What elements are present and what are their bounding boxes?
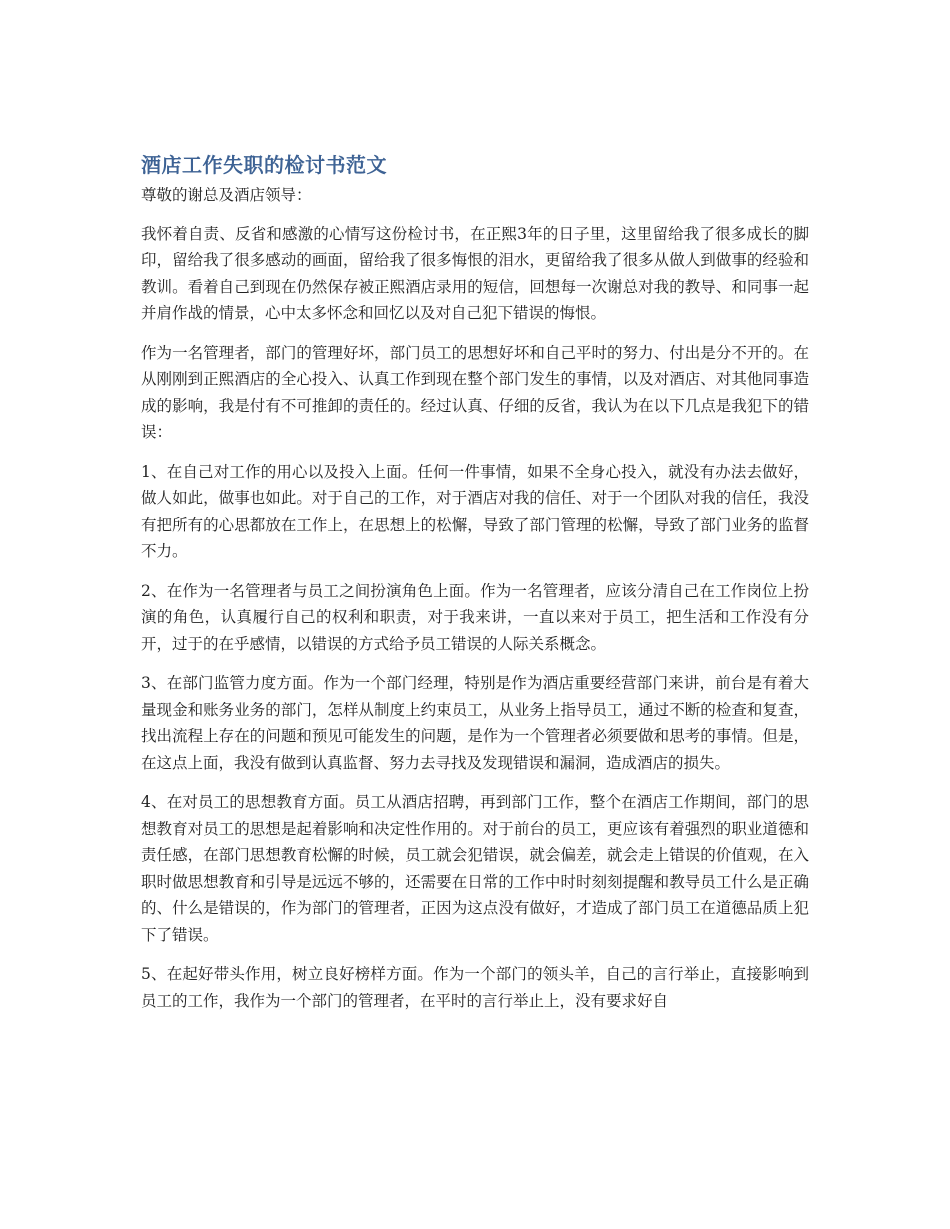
paragraph-point-3: 3、在部门监管力度方面。作为一个部门经理，特别是作为酒店重要经营部门来讲，前台是有着大量现金和账务业务的部门，怎样从制度上约束员工，从业务上指导员工，通过不断的检查和复查，找出流程上存在的问题和预见可能发生的问题，是作为一个管理者必须要做和思考的事情。但是，在这点上面，我没有做到认真监督、努力去寻找及发现错误和漏洞，造成酒店的损失。 (141, 674, 809, 772)
document-page (141, 148, 809, 1027)
paragraph-point-5: 5、在起好带头作用，树立良好榜样方面。作为一个部门的领头羊，自己的言行举止，直接影响到员工的工作，我作为一个部门的管理者，在平时的言行举止上，没有要求好自 (141, 965, 809, 1010)
paragraph-point-4: 4、在对员工的思想教育方面。员工从酒店招聘，再到部门工作，整个在酒店工作期间，部门的思想教育对员工的思想是起着影响和决定性作用的。对于前台的员工，更应该有着强烈的职业道德和责任感，在部门思想教育松懈的时候，员工就会犯错误，就会偏差，就会走上错误的价值观，在入职时做思想教育和引导是远远不够的，还需要在日常的工作中时时刻刻提醒和教导员工什么是正确的、什么是错误的，作为部门的管理者，正因为这点没有做好，才造成了部门员工在道德品质上犯下了错误。 (141, 793, 809, 944)
paragraph-point-2: 2、在作为一名管理者与员工之间扮演角色上面。作为一名管理者，应该分清自己在工作岗位上扮演的角色，认真履行自己的权利和职责，对于我来讲，一直以来对于员工，把生活和工作没有分开，过于的在乎感情，以错误的方式给予员工错误的人际关系概念。 (141, 581, 809, 653)
paragraph-responsibility: 作为一名管理者，部门的管理好坏，部门员工的思想好坏和自己平时的努力、付出是分不开的。在从刚刚到正熙酒店的全心投入、认真工作到现在整个部门发生的事情，以及对酒店、对其他同事造成的影响，我是付有不可推卸的责任的。经过认真、仔细的反省，我认为在以下几点是我犯下的错误： (141, 343, 809, 441)
salutation: 尊敬的谢总及酒店领导： (141, 186, 312, 204)
paragraph-point-1: 1、在自己对工作的用心以及投入上面。任何一件事情，如果不全身心投入，就没有办法去做好，做人如此，做事也如此。对于自己的工作，对于酒店对我的信任、对于一个团队对我的信任，我没有把所有的心思都放在工作上，在思想上的松懈，导致了部门管理的松懈，导致了部门业务的监督不力。 (141, 462, 809, 560)
paragraph-intro: 我怀着自责、反省和感激的心情写这份检讨书，在正熙3年的日子里，这里留给我了很多成长的脚印，留给我了很多感动的画面，留给我了很多悔恨的泪水，更留给我了很多从做人到做事的经验和教训。看着自己到现在仍然保存被正熙酒店录用的短信，回想每一次谢总对我的教导、和同事一起并肩作战的情景，心中太多怀念和回忆以及对自己犯下错误的悔恨。 (141, 224, 809, 322)
document-title: 酒店工作失职的检讨书范文 (141, 153, 387, 177)
